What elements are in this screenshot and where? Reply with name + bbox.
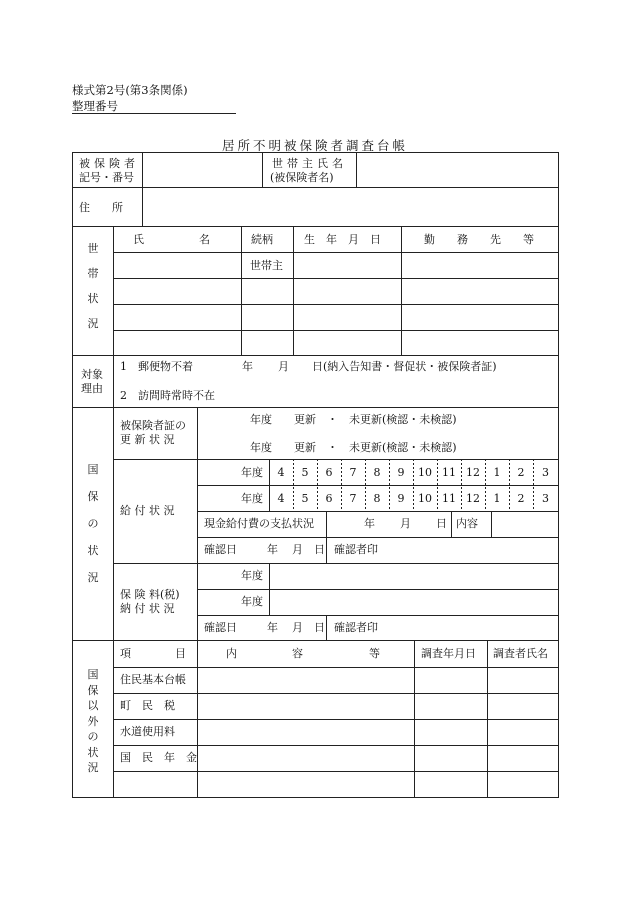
month-cell: 10 [418,466,432,479]
benefit-status-label: 給 付 状 況 [120,504,175,517]
month-cell: 11 [442,492,456,505]
other-item-water-fee: 水道使用料 [120,725,175,738]
household-side-char: 況 [87,317,99,330]
household-side-char: 世 [87,242,99,255]
card-status-label-1: 被保険者証の [120,419,186,432]
address-label: 住 所 [79,201,123,214]
kokuho-side-char: の [87,517,99,530]
kokuho-side-char: 国 [87,463,99,476]
kokuho-side-char: 況 [87,571,99,584]
month-cell: 3 [542,466,549,479]
reason-1-month: 月 [278,360,289,373]
other-side-char: の [87,730,99,743]
premium-status-label-1: 保 険 料(税) [120,588,180,601]
kokuho-side-char: 状 [87,544,99,557]
other-side-char: 国 [87,668,99,681]
month-cell: 11 [442,466,456,479]
householder-label-1: 世帯主氏名 [272,157,347,170]
household-col-work: 勤 務 先 等 [424,233,534,246]
reason-1-number: 1 [120,360,127,373]
month-cell: 10 [418,492,432,505]
cash-benefit-content-label: 内容 [456,517,478,530]
benefit-row-2-nendo: 年度 [241,492,263,505]
other-side-char: 外 [87,714,99,728]
reference-number-label: 整理番号 [72,99,118,113]
month-cell: 12 [466,492,480,505]
other-col-date: 調査年月日 [421,647,476,660]
other-item-national-pension: 国 民 年 金 [120,751,197,764]
month-cell: 6 [325,492,333,505]
month-cell: 3 [542,492,549,505]
month-cell: 8 [373,492,381,505]
reason-side-label-1: 対象 [81,368,103,381]
reason-1-label: 郵便物不着 [138,360,193,373]
month-cell: 1 [493,466,501,479]
premium-confirm-seal-label: 確認者印 [334,621,378,634]
insured-number-label-1: 被保険者 [79,157,139,170]
premium-confirm-year: 年 [267,621,278,634]
card-status-row-2: 年度 更新 ・ 未更新(検認・未検認) [250,441,457,454]
household-col-name: 氏 名 [133,233,210,246]
premium-row-1-nendo: 年度 [241,569,263,582]
cash-benefit-label: 現金給付費の支払状況 [204,517,314,530]
insured-number-label-2: 記号・番号 [79,171,134,184]
other-item-town-tax: 町 民 税 [120,699,175,712]
other-side-char: 状 [87,745,99,759]
cash-benefit-year: 年 [364,517,375,530]
premium-confirm-month: 月 [292,621,303,634]
other-side-char: 保 [87,683,99,697]
other-item-resident-register: 住民基本台帳 [120,673,186,686]
month-cell: 2 [517,466,525,479]
month-cell: 5 [301,466,309,479]
other-col-content: 内 容 等 [226,647,380,660]
reason-1-rest: 日(納入告知書・督促状・被保険者証) [312,360,497,373]
month-cell: 4 [277,492,285,505]
month-cell: 1 [493,492,501,505]
household-side-char: 状 [87,292,99,305]
month-cell: 9 [397,492,405,505]
month-cell: 7 [349,492,357,505]
kokuho-side-label [86,463,100,598]
other-side-char: 以 [87,699,99,712]
householder-label-2: (被保険者名) [270,171,334,184]
month-cell: 12 [466,466,480,479]
month-cell: 6 [325,466,333,479]
household-col-relation: 続柄 [251,233,273,246]
premium-confirm-day: 日 [314,621,325,634]
other-col-name: 調査者氏名 [493,647,548,660]
premium-row-2-nendo: 年度 [241,595,263,608]
month-cell: 8 [373,466,381,479]
household-side-label [86,242,100,342]
benefit-confirm-year: 年 [267,543,278,556]
month-cell: 7 [349,466,357,479]
premium-status-label-2: 納 付 状 況 [120,602,175,615]
kokuho-side-char: 保 [87,490,99,503]
reason-1-year: 年 [242,360,253,373]
cash-benefit-month: 月 [400,517,411,530]
benefit-row-1-nendo: 年度 [241,466,263,479]
month-cell: 9 [397,466,405,479]
benefit-confirm-day: 日 [314,543,325,556]
document-title: 居所不明被保険者調査台帳 [221,138,408,153]
month-cell: 5 [301,492,309,505]
benefit-confirm-month: 月 [292,543,303,556]
premium-confirm-date-label: 確認日 [204,621,237,634]
benefit-confirm-seal-label: 確認者印 [334,543,378,556]
card-status-row-1: 年度 更新 ・ 未更新(検認・未検認) [250,413,457,426]
cash-benefit-day: 日 [436,517,447,530]
other-side-label [86,668,100,777]
other-col-item: 項 目 [120,647,186,660]
household-side-char: 帯 [87,267,99,280]
form-number: 様式第2号(第3条関係) [72,83,188,97]
reason-2-label: 訪問時常時不在 [138,389,215,402]
household-col-birth: 生 年 月 日 [304,233,381,246]
other-side-char: 況 [87,761,99,774]
reason-side-label-2: 理由 [81,382,103,395]
reason-2-number: 2 [120,389,127,402]
month-cell: 2 [517,492,525,505]
benefit-confirm-date-label: 確認日 [204,543,237,556]
household-head-label: 世帯主 [250,259,283,272]
card-status-label-2: 更 新 状 況 [120,433,175,446]
month-cell: 4 [277,466,285,479]
